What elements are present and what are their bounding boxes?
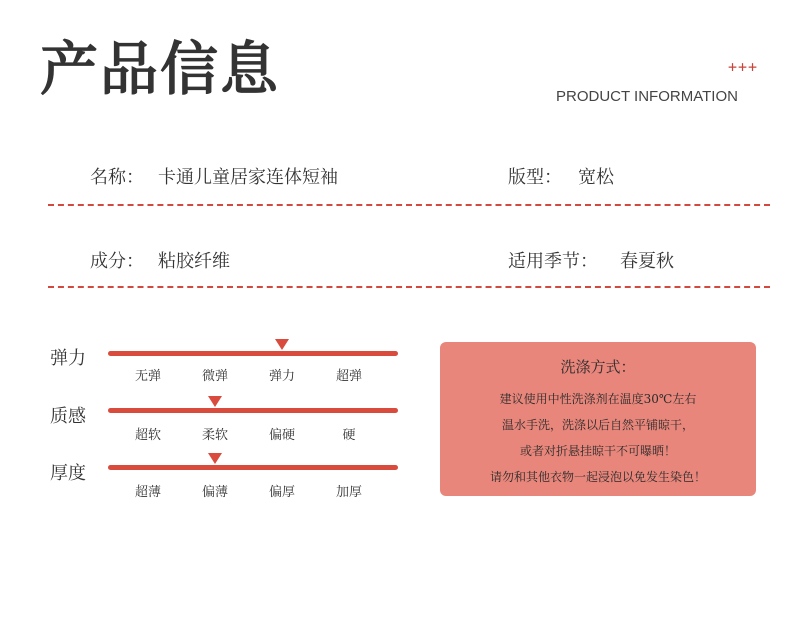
material-value: 粘胶纤维 [158, 251, 230, 272]
title-decoration: +++ [728, 58, 759, 76]
wash-title: 洗涤方式： [560, 358, 636, 376]
scale-tick-label: 超薄 [134, 485, 162, 500]
attribute-label: 厚度 [50, 463, 86, 484]
scale-bar [108, 465, 398, 470]
scale-bar [108, 408, 398, 413]
scale-tick-label: 超软 [134, 428, 162, 443]
fit-label: 版型： [508, 167, 562, 188]
attribute-label: 弹力 [50, 348, 86, 369]
scale-bar [108, 351, 398, 356]
scale-tick-label: 偏硬 [268, 428, 296, 443]
scale-tick-label: 偏薄 [201, 485, 229, 500]
wash-line: 建议使用中性洗涤剂在温度30℃左右 [499, 392, 697, 406]
scale-tick-label: 柔软 [201, 428, 229, 443]
page-subtitle: PRODUCT INFORMATION [556, 88, 738, 105]
scale-tick-label: 加厚 [335, 485, 363, 500]
wash-instructions-box [440, 342, 756, 496]
scale-tick-label: 弹力 [268, 369, 296, 384]
material-label: 成分： [90, 251, 144, 272]
season-label: 适用季节： [508, 251, 598, 272]
scale-tick-label: 超弹 [335, 369, 363, 384]
wash-line: 请勿和其他衣物一起浸泡以免发生染色！ [489, 470, 706, 484]
wash-line: 温水手洗，洗涤以后自然平铺晾干， [501, 418, 694, 432]
scale-tick-label: 硬 [342, 428, 356, 443]
scale-marker [275, 339, 289, 350]
name-value: 卡通儿童居家连体短袖 [158, 167, 338, 188]
scale-tick-label: 无弹 [134, 369, 162, 384]
divider-1 [48, 204, 770, 206]
name-label: 名称： [90, 167, 144, 188]
scale-marker [208, 453, 222, 464]
scale-tick-label: 偏厚 [268, 485, 296, 500]
page-title: 产品信息 [40, 35, 281, 103]
season-value: 春夏秋 [620, 251, 674, 272]
scale-tick-label: 微弹 [201, 369, 229, 384]
attribute-label: 质感 [50, 406, 86, 427]
fit-value: 宽松 [578, 167, 614, 188]
divider-2 [48, 286, 770, 288]
scale-marker [208, 396, 222, 407]
wash-line: 或者对折悬挂晾干不可曝晒！ [519, 444, 676, 458]
